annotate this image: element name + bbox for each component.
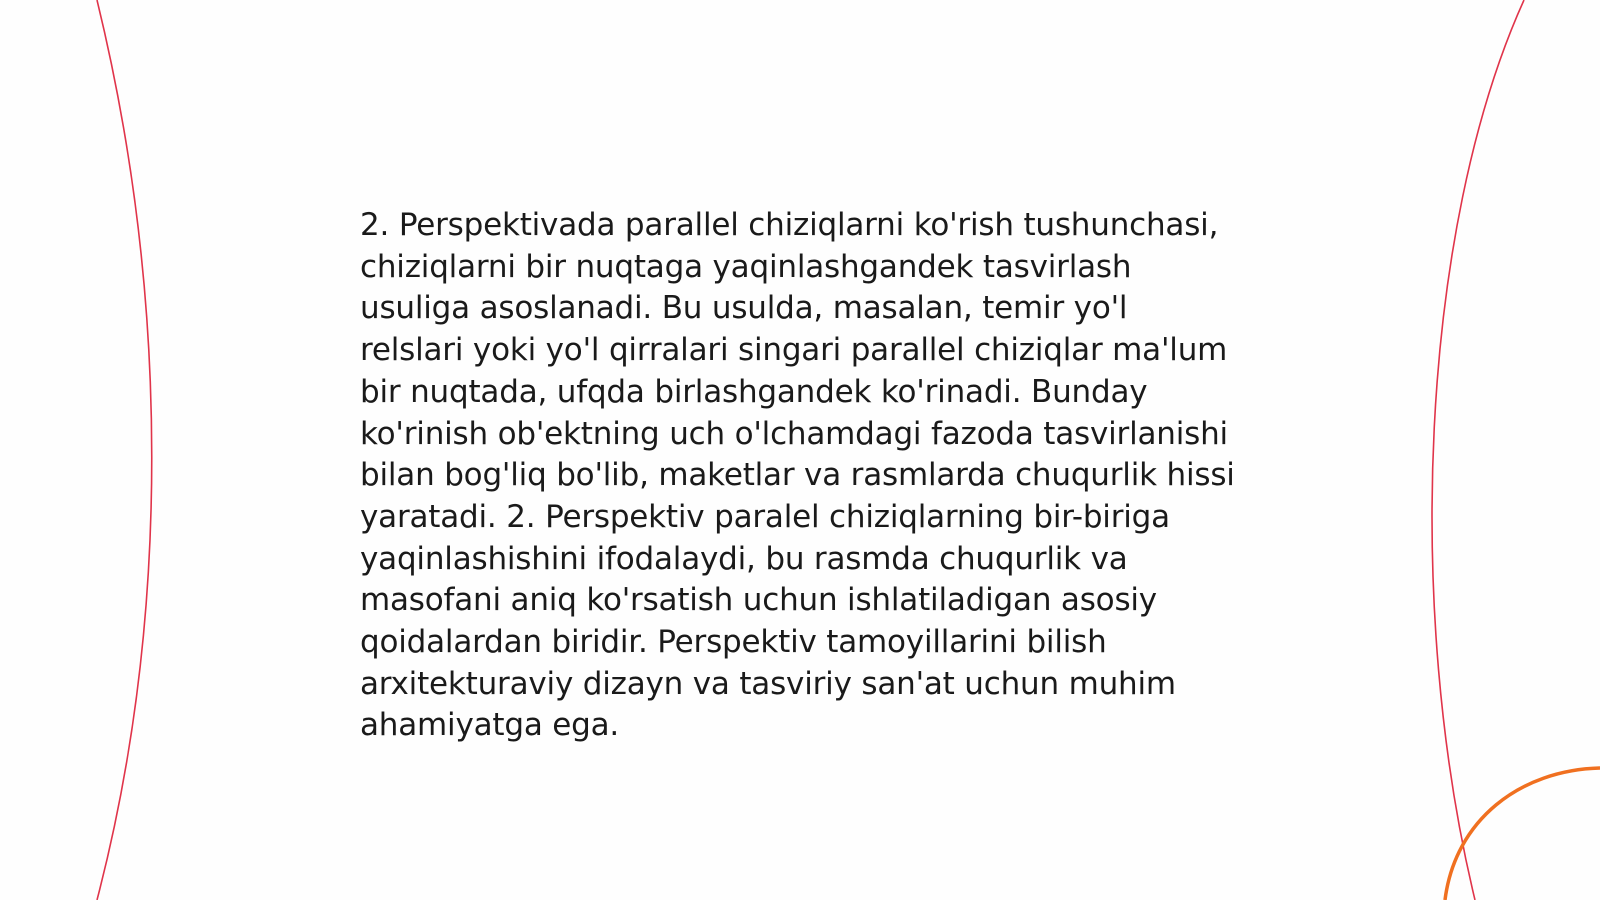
- slide-paragraph: 2. Perspektivada parallel chiziqlarni ko'rish tushunchasi, chiziqlarni bir nuqtaga yaqinlashgandek tasvirlash usuliga asoslanadi. Bu usulda, masalan, temir yo'l relslari yoki yo'l qirralari singari parallel chiziqlar ma'lum bir nuqtada, ufqda birlashgandek ko'rinadi. Bunday ko'rinish ob'ektning uch o'lchamdagi fazoda tasvirlanishi bilan bog'liq bo'lib, maketlar va rasmlarda chuqurlik hissi yaratadi. 2. Perspektiv paralel chiziqlarning bir-biriga yaqinlashishini ifodalaydi, bu rasmda chuqurlik va masofani aniq ko'rsatish uchun ishlatiladigan asosiy qoidalardan biridir. Perspektiv tamoyillarini bilish arxitekturaviy dizayn va tasviriy san'at uchun muhim ahamiyatga ega.: [360, 207, 1235, 744]
- corner-arc: [1445, 768, 1600, 900]
- right-curve: [1432, 0, 1524, 900]
- left-curve: [97, 0, 152, 900]
